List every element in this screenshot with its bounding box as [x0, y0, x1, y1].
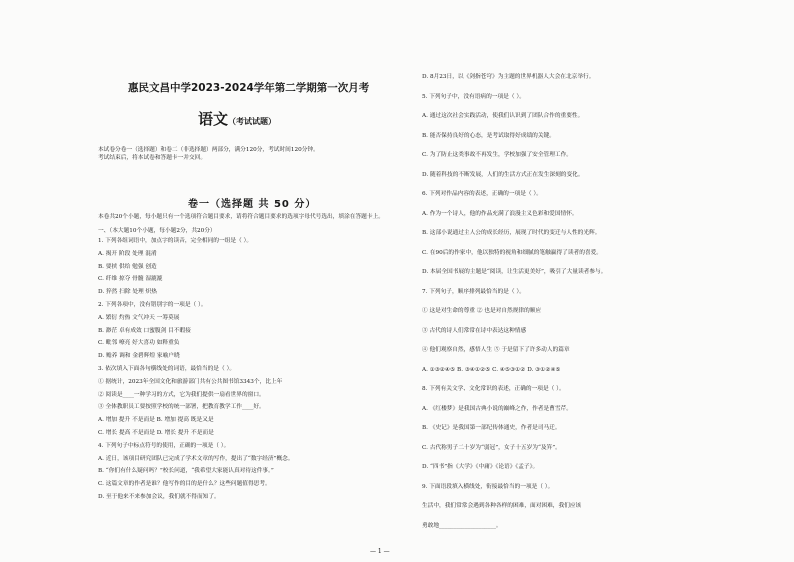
question-line: D. 本届全国书展的主题是“阅读，让生活更美好”，吸引了大量读者参与。	[422, 269, 607, 275]
question-line: D. 赡养 调和 金碧辉煌 家喻户晓	[98, 353, 180, 360]
question-line: C. 为了防止这类事故不再发生，学校加强了安全管理工作。	[422, 152, 572, 158]
page-number: — 1 —	[370, 548, 390, 555]
question-line: 9. 下面语段填入横线处，衔接最恰当的一项是（ ）。	[422, 483, 554, 490]
question-line: A. 近日，该项目研究团队已完成了学术文章的写作，提出了“数字经济”概念。	[98, 455, 294, 462]
question-line: ③ 全体教职员工要按照学校的统一部署，把教育教学工作____好。	[98, 404, 265, 411]
question-line: 1. 下列各组词语中，加点字的读音，完全相同的一组是（ ）。	[98, 238, 253, 244]
question-line: A. ①③②④⑤ B. ③④①②⑤ C. ④⑤③①② D. ③①②④⑤	[422, 366, 561, 373]
question-line: 7. 下列句子，顺序排列最恰当的是（ ）。	[422, 288, 525, 295]
question-line: B. 能否保持良好的心态，是考试取得好成绩的关键。	[422, 132, 555, 139]
question-line: B. 要挟 供给 勉强 创造	[98, 263, 157, 270]
question-line: ③ 古代的诗人们常常在诗中表达这种情感	[422, 327, 527, 334]
question-line: 勇敢地____________________。	[422, 522, 502, 529]
question-line: D. 8月23日，以《剑指苍穹》为主题的世界机器人大会在北京举行。	[422, 74, 595, 80]
question-line: C. 古代称男子二十岁为“弱冠”，女子十五岁为“及笄”。	[422, 444, 561, 451]
left-column	[98, 0, 418, 562]
question-line: D. 随着科技的不断发展，人们的生活方式正在发生深刻的变化。	[422, 171, 584, 178]
question-line: A. 《红楼梦》是我国古典小说的巅峰之作，作者是曹雪芹。	[422, 405, 572, 412]
question-line: 5. 下列句子中，没有语病的一项是（ ）。	[422, 93, 525, 100]
right-column	[422, 0, 700, 562]
question-line: C. 增长 提高 不是而是 D. 增长 提升 不是而是	[98, 430, 214, 436]
question-line: ① 这是对生命的尊重 ② 也是对自然规律的顺应	[422, 308, 542, 314]
question-line: C. 毗邻 嘹亮 好大喜功 如释重负	[98, 340, 180, 347]
exam-title: 惠民文昌中学2023-2024学年第二学期第一次月考	[128, 82, 370, 94]
question-line: 8. 下列有关文学、文化常识的表述，正确的一项是（ ）。	[422, 386, 565, 392]
question-line: D. “四书”指《大学》《中庸》《论语》《孟子》。	[422, 464, 539, 470]
question-line: C. 纤维 掠夺 骨髓 湿漉漉	[98, 276, 163, 283]
question-line: A. 作为一个诗人，他的作品充满了浪漫主义色彩和爱国情怀。	[422, 210, 578, 217]
section-heading: 卷一（选择题 共 50 分）	[188, 199, 317, 210]
question-line: 6. 下列对作品内容的表述，正确的一项是（ ）。	[422, 191, 542, 197]
question-line: 生活中，我们常常会遇到各种各样的困难，面对困难，我们应该	[422, 503, 582, 509]
question-line: D. 猝然 扫除 处理 炽热	[98, 289, 157, 296]
instruction-line: 考试结束后，将本试卷和答题卡一并交回。	[98, 155, 207, 161]
question-line: B. “你们有什么疑问吗？”校长问道，“我希望大家能认真对待这件事。”	[98, 468, 274, 475]
question-line: ① 据统计，2023年全国文化和旅游部门共有公共图书馆3343个，比上年	[98, 378, 283, 385]
subject-name: 语文	[198, 110, 229, 128]
question-line: ④ 他们观察自然，感悟人生 ⑤ 于是留下了许多动人的篇章	[422, 347, 570, 353]
question-line: A. 繁衍 灼热 文气冲天 一筹莫展	[98, 314, 180, 321]
section-intro: 本卷共20个小题，每小题只有一个选项符合题目要求，请将符合题目要求的选项字母代号选出，填涂在答题卡上。	[98, 214, 384, 220]
question-line: B. 渺茫 卓有成效 口蜜腹剑 目不暇接	[98, 327, 191, 334]
question-line: C. 这篇文章的作者是谁？他写作的目的是什么？这些问题值得思考。	[98, 481, 271, 488]
subject-heading	[198, 108, 276, 129]
section-intro: 一、（本大题10个小题，每小题2分，共20分）	[98, 228, 216, 234]
question-line: D. 至于他来不来参加会议，我们就不得而知了。	[98, 494, 220, 500]
subject-note: （考试试题）	[228, 117, 277, 126]
question-line: A. 揭开 阶段 处理 混淆	[98, 250, 157, 257]
question-line: 2. 下列各项中，没有错别字的一项是（ ）。	[98, 302, 207, 308]
question-line: A. 通过这次社会实践活动，使我们认识到了团队合作的重要性。	[422, 113, 584, 119]
question-line: B. 这部小说通过主人公的成长经历，展现了时代的变迁与人性的光辉。	[422, 230, 601, 236]
question-line: A. 增加 提升 不是而是 B. 增加 提高 既是又是	[98, 417, 214, 424]
question-line: C. 在90后的作家中，他以独特的视角和细腻的笔触赢得了读者的喜爱。	[422, 249, 602, 256]
question-line: 3. 依次填入下面各句横线处的词语，最恰当的是（ ）。	[98, 366, 236, 372]
question-line: 4. 下列句子中标点符号的使用，正确的一项是（ ）。	[98, 442, 230, 449]
question-line: B. 《史记》是我国第一部纪传体通史，作者是司马迁。	[422, 425, 561, 431]
question-line: ② 阅读是____一种学习的方式，它为我们提供一扇看世界的窗口。	[98, 391, 265, 398]
instruction-line: 本试卷分卷一（选择题）和卷二（非选择题）两部分，满分120分，考试时间120分钟。	[98, 147, 319, 153]
